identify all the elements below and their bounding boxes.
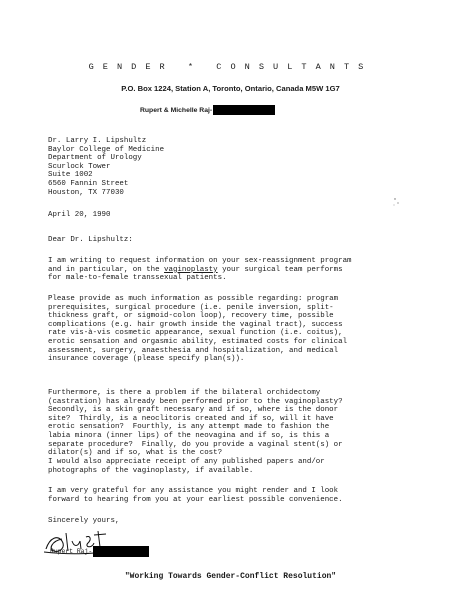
redaction-bar <box>93 546 149 557</box>
paragraph-line: assessment, surgery, anaesthesia and hospitalization, and medical <box>48 346 339 355</box>
paragraph-line: photographs of the vaginoplasty, if available. <box>48 466 254 475</box>
recipient-address <box>48 137 164 197</box>
recipient-line: Dr. Larry I. Lipshultz <box>48 137 147 145</box>
paragraph-line: I am very grateful for any assistance you might render and I look <box>48 487 339 495</box>
paragraph-line: site? Thirdly, is a neoclitoris created and if so, will it have <box>48 414 334 423</box>
paragraph-line: I am writing to request information on your sex-reassignment program <box>48 257 352 265</box>
paragraph-line: dilator(s) and if so, what is the cost? <box>48 449 223 458</box>
paragraph-line: prerequisites, surgical procedure (i.e. penile inversion, split- <box>48 303 334 312</box>
text-run: and in particular, on the <box>48 265 165 274</box>
closing: Sincerely yours, <box>48 517 120 525</box>
paragraph-1 <box>48 257 352 283</box>
paragraph-line: Furthermore, is there a problem if the bilateral orchidectomy <box>48 389 321 397</box>
underlined-term: vaginoplasty <box>164 265 218 274</box>
paragraph-line: for male-to-female transsexual patients. <box>48 274 227 283</box>
letterhead-title: GENDER * CONSULTANTS <box>88 62 373 72</box>
paragraph-line: Please provide as much information as possible regarding: program <box>48 295 339 303</box>
letterhead-address: P.O. Box 1224, Station A, Toronto, Ontario, Canada M5W 1G7 <box>121 84 340 93</box>
recipient-line: Scurlock Tower <box>48 162 111 171</box>
paragraph-line: labia minora (inner lips) of the neovagina and if so, is this a <box>48 431 330 440</box>
paragraph-line: complications (e.g. hair growth inside the vaginal tract), success <box>48 320 343 329</box>
paragraph-line: Secondly, is a skin graft necessary and if so, where is the donor <box>48 406 339 415</box>
recipient-line: Baylor College of Medicine <box>48 145 165 154</box>
redaction-bar <box>213 105 275 115</box>
paragraph-line: forward to hearing from you at your earliest possible convenience. <box>48 495 343 504</box>
sender-names: Rupert & Michelle Raj- <box>140 106 213 114</box>
paragraph-line: I would also appreciate receipt of any published papers and/or <box>48 458 325 466</box>
paragraph-line: separate procedure? Finally, do you provide a vaginal stent(s) or <box>48 440 343 449</box>
salutation: Dear Dr. Lipshultz: <box>48 236 133 244</box>
letter-date: April 20, 1990 <box>48 211 111 219</box>
signed-name-line <box>50 546 149 557</box>
paragraph-2 <box>48 295 347 364</box>
paragraph-line <box>48 266 352 275</box>
paragraph-5 <box>48 487 343 504</box>
scan-specks <box>390 196 410 208</box>
paragraph-line: erotic sensation and orgasmic ability, estimated costs for clinical <box>48 337 348 346</box>
recipient-line: 6560 Fannin Street <box>48 179 129 188</box>
letterhead-names <box>140 105 275 115</box>
signed-name: Rupert Raj- <box>50 548 93 556</box>
paragraph-line: thickness graft, or sigmoid-colon loop), recovery time, possible <box>48 312 334 321</box>
footer-motto: "Working Towards Gender-Conflict Resolution" <box>124 572 337 581</box>
paragraph-line: erotic sensation? Fourthly, is any attempt made to fashion the <box>48 423 330 432</box>
recipient-line: Suite 1002 <box>48 171 93 180</box>
text-run: your surgical team performs <box>217 265 343 274</box>
paragraph-4 <box>48 458 325 475</box>
recipient-line: Department of Urology <box>48 154 142 163</box>
paragraph-3 <box>48 389 343 458</box>
paragraph-line: rate vis-à-vis cosmetic appearance, sexual function (i.e. coitus), <box>48 329 343 338</box>
paragraph-line: (castration) has already been performed prior to the vaginoplasty? <box>48 397 343 406</box>
recipient-line: Houston, TX 77030 <box>48 188 124 197</box>
paragraph-line: insurance coverage (please specify plan(s)). <box>48 355 245 364</box>
